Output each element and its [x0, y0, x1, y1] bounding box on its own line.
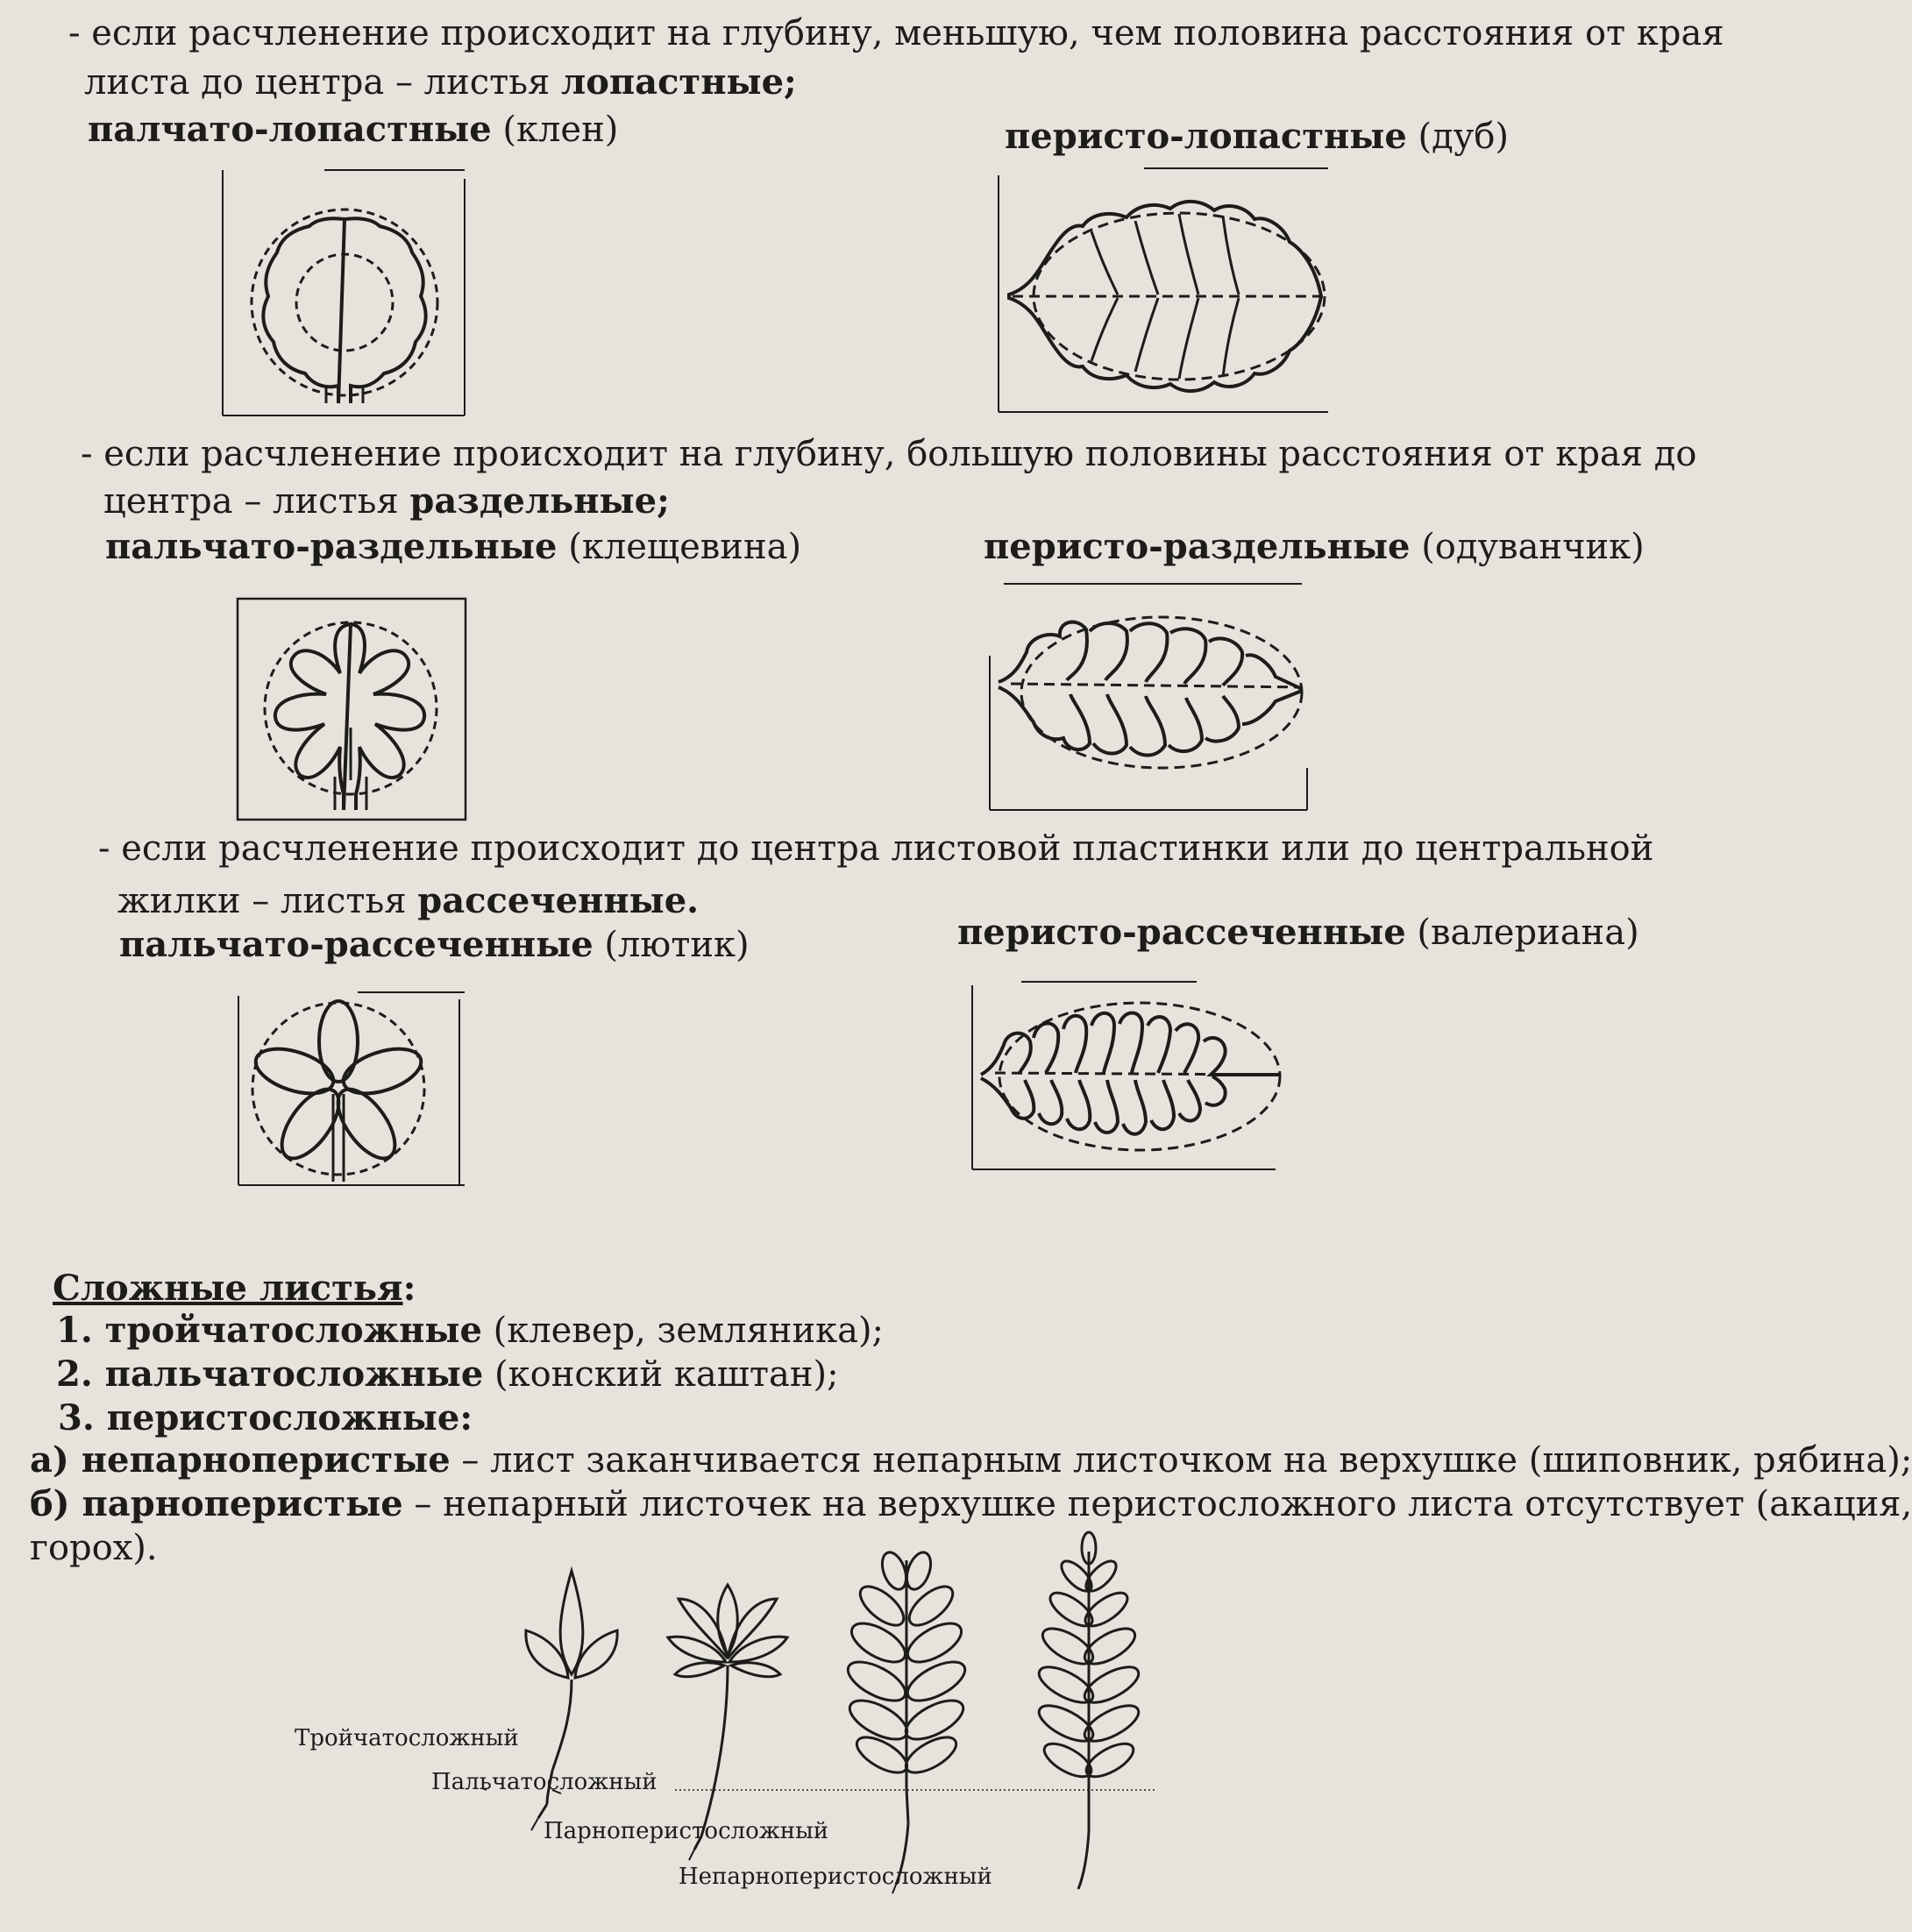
palmately-lobed-example: (клен)	[491, 110, 619, 150]
imparipinnate-definition	[30, 1439, 1912, 1481]
palmately-parted-figure	[235, 596, 472, 824]
paripinnate-leaf-drawing	[842, 1549, 971, 1885]
parted-description-line2	[103, 480, 670, 522]
imparipinnate-leaf-drawing	[1034, 1532, 1143, 1889]
paripinnate-term: б) парноперистые	[30, 1483, 403, 1524]
pinnately-dissected-label	[957, 912, 1639, 954]
imparipinnate-text: – лист заканчивается непарным листочком на верхушке (шиповник, рябина);	[450, 1440, 1912, 1481]
palmately-dissected-label	[119, 924, 750, 966]
pinnately-parted-example: (одуванчик)	[1410, 527, 1645, 567]
pinnately-lobed-label	[1005, 116, 1509, 158]
paripinnate-caption: Парноперистосложный	[544, 1818, 829, 1844]
palmate-leaf-drawing	[668, 1585, 787, 1850]
item-2-term: 2. пальчатосложные	[56, 1353, 484, 1395]
dissected-description-line1: - если расчленение происходит до центра листовой пластинки или до центральной	[98, 828, 1654, 869]
compound-item-3: 3. перистосложные:	[58, 1397, 473, 1438]
compound-item-2	[56, 1353, 839, 1396]
palmately-dissected-figure	[235, 991, 472, 1192]
pinnately-dissected-figure	[969, 980, 1293, 1173]
pinnately-parted-term: перисто-раздельные	[984, 526, 1411, 567]
palmately-lobed-figure	[219, 167, 473, 421]
ternate-caption: Тройчатосложный	[295, 1725, 519, 1751]
lobed-term: лопастные;	[560, 61, 797, 103]
lobed-description-line1: - если расчленение происходит на глубину, меньшую, чем половина расстояния от края	[68, 13, 1724, 53]
item-2-examples: (конский каштан);	[483, 1354, 839, 1395]
palmate-caption: Пальчатосложный	[431, 1769, 657, 1795]
palmately-parted-term: пальчато-раздельные	[105, 526, 558, 567]
imparipinnate-term: а) непарноперистые	[30, 1439, 451, 1481]
pinnately-dissected-example: (валериана)	[1405, 913, 1639, 953]
item-1-examples: (клевер, земляника);	[481, 1310, 885, 1351]
pinnately-lobed-figure	[995, 165, 1337, 419]
parted-description-line1: - если расчленение происходит на глубину, большую половины расстояния от края до	[81, 434, 1697, 474]
compound-heading-text: Сложные листья	[53, 1268, 403, 1309]
dissected-description-line2	[117, 880, 699, 922]
paripinnate-definition	[30, 1483, 1912, 1525]
pinnately-lobed-example: (дуб)	[1406, 117, 1509, 157]
parted-description-text: центра – листья	[103, 481, 410, 522]
dissected-description-text: жилки – листья	[117, 881, 418, 921]
pinnately-parted-label	[984, 526, 1645, 568]
pinnately-parted-figure	[986, 579, 1319, 815]
pinnately-lobed-term: перисто-лопастные	[1005, 116, 1407, 157]
palmately-parted-example: (клещевина)	[557, 527, 802, 567]
parted-term: раздельные;	[409, 480, 670, 522]
paripinnate-definition-continued: горох).	[30, 1528, 158, 1568]
palmately-dissected-example: (лютик)	[593, 925, 750, 965]
compound-heading-colon: :	[402, 1268, 416, 1309]
item-1-term: 1. тройчатосложные	[56, 1310, 482, 1351]
palmately-dissected-term: пальчато-рассеченные	[119, 924, 594, 965]
pinnately-dissected-term: перисто-рассеченные	[957, 912, 1406, 953]
lobed-description-text: листа до центра – листья	[84, 62, 561, 103]
palmately-lobed-label	[88, 109, 618, 151]
palmately-parted-label	[105, 526, 801, 568]
lobed-description-line2	[84, 61, 797, 103]
compound-leaves-heading	[53, 1268, 416, 1310]
compound-item-1	[56, 1310, 884, 1352]
paripinnate-text: – непарный листочек на верхушке перистосложного листа отсутствует (акация,	[402, 1484, 1912, 1524]
palmately-lobed-term: палчато-лопастные	[88, 109, 492, 150]
imparipinnate-caption: Непарноперистосложный	[679, 1864, 992, 1890]
dissected-term: рассеченные.	[417, 880, 700, 921]
